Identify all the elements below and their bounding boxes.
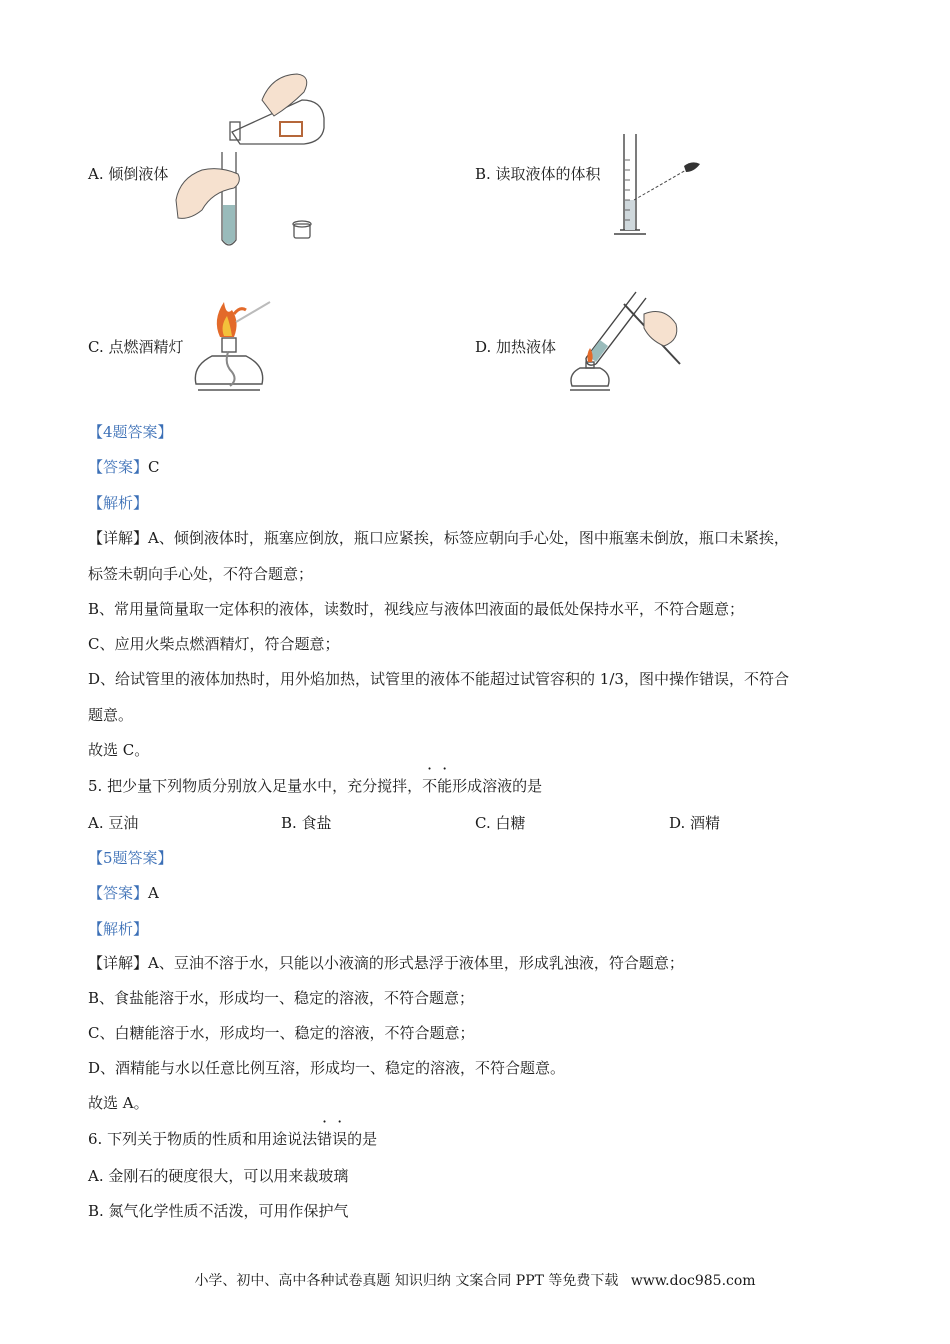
q6-stem: [88, 1128, 377, 1149]
q6-option-a: A. 金刚石的硬度很大，可以用来裁玻璃: [88, 1167, 349, 1185]
footer-text: 小学、初中、高中各种试卷真题 知识归纳 文案合同 PPT 等免费下载: [194, 1273, 619, 1289]
option-b-label: B. 读取液体的体积: [475, 165, 601, 183]
footer-url[interactable]: www.doc985.com: [630, 1273, 756, 1289]
emphasis-char: 误: [332, 1130, 348, 1148]
stem-text: 5. 把少量下列物质分别放入足量水中，充分搅拌，: [88, 777, 423, 795]
q6-option-b: B. 氮气化学性质不活泼，可用作保护气: [88, 1202, 349, 1220]
answer-tag: 【答案】: [88, 458, 149, 476]
q5-option-b: B. 食盐: [281, 814, 332, 832]
stem-text: 6. 下列关于物质的性质和用途说法: [88, 1130, 318, 1148]
q5-detail-line-1: [88, 952, 684, 973]
detail-text: A、倾倒液体时，瓶塞应倒放，瓶口应紧挨，标签应朝向手心处，图中瓶塞未倒放，瓶口未紧挨，: [148, 529, 789, 547]
q5-answer-row: [88, 882, 159, 903]
emphasis-char: 能: [437, 777, 453, 795]
stem-text: 的是: [347, 1130, 378, 1148]
answer-value: A: [148, 884, 159, 902]
q4-detail-line-2: 标签未朝向手心处，不符合题意；: [88, 565, 314, 583]
q4-detail-line-4: C、应用火柴点燃酒精灯，符合题意；: [88, 635, 340, 653]
q4-detail-line-5: D、给试管里的液体加热时，用外焰加热，试管里的液体不能超过试管容积的 1/3，图中操作错误，不符合: [88, 670, 789, 688]
q5-option-a: A. 豆油: [88, 814, 139, 832]
answer-value: C: [148, 458, 160, 476]
option-d-label: D. 加热液体: [475, 338, 557, 356]
q5-detail-line-4: D、酒精能与水以任意比例互溶，形成均一、稳定的溶液，不符合题意。: [88, 1059, 566, 1077]
q5-stem: [88, 775, 542, 796]
q4-detail-line-1: [88, 527, 789, 548]
q5-conclusion: 故选 A。: [88, 1094, 149, 1112]
q5-analysis-tag: 【解析】: [88, 920, 149, 938]
detail-tag: 【详解】: [88, 529, 149, 547]
q4-detail-line-3: B、常用量筒量取一定体积的液体，读数时，视线应与液体凹液面的最低处保持水平，不符合题意；: [88, 600, 745, 618]
q5-option-c: C. 白糖: [475, 814, 526, 832]
detail-text: A、豆油不溶于水，只能以小液滴的形式悬浮于液体里，形成乳浊液，符合题意；: [148, 954, 684, 972]
q4-analysis-tag: 【解析】: [88, 494, 149, 512]
page-footer: [0, 1270, 950, 1290]
pour-liquid-icon: [172, 70, 332, 250]
read-volume-icon: [606, 130, 706, 242]
q4-detail-line-6: 题意。: [88, 706, 134, 724]
heat-liquid-icon: [564, 284, 688, 396]
q4-conclusion: 故选 C。: [88, 741, 150, 759]
q5-option-d: D. 酒精: [669, 814, 721, 832]
q5-detail-line-3: C、白糖能溶于水，形成均一、稳定的溶液，不符合题意；: [88, 1024, 475, 1042]
alcohol-lamp-icon: [190, 292, 274, 398]
q5-answer-header: 【5题答案】: [88, 849, 173, 867]
emphasis-char: 不: [422, 777, 438, 795]
detail-tag: 【详解】: [88, 954, 149, 972]
answer-tag: 【答案】: [88, 884, 149, 902]
q4-answer-header: 【4题答案】: [88, 423, 173, 441]
option-c-label: C. 点燃酒精灯: [88, 338, 184, 356]
q5-detail-line-2: B、食盐能溶于水，形成均一、稳定的溶液，不符合题意；: [88, 989, 475, 1007]
stem-text: 形成溶液的是: [452, 777, 543, 795]
emphasis-char: 错: [317, 1130, 333, 1148]
q4-answer-row: [88, 456, 160, 477]
option-a-label: A. 倾倒液体: [88, 165, 169, 183]
